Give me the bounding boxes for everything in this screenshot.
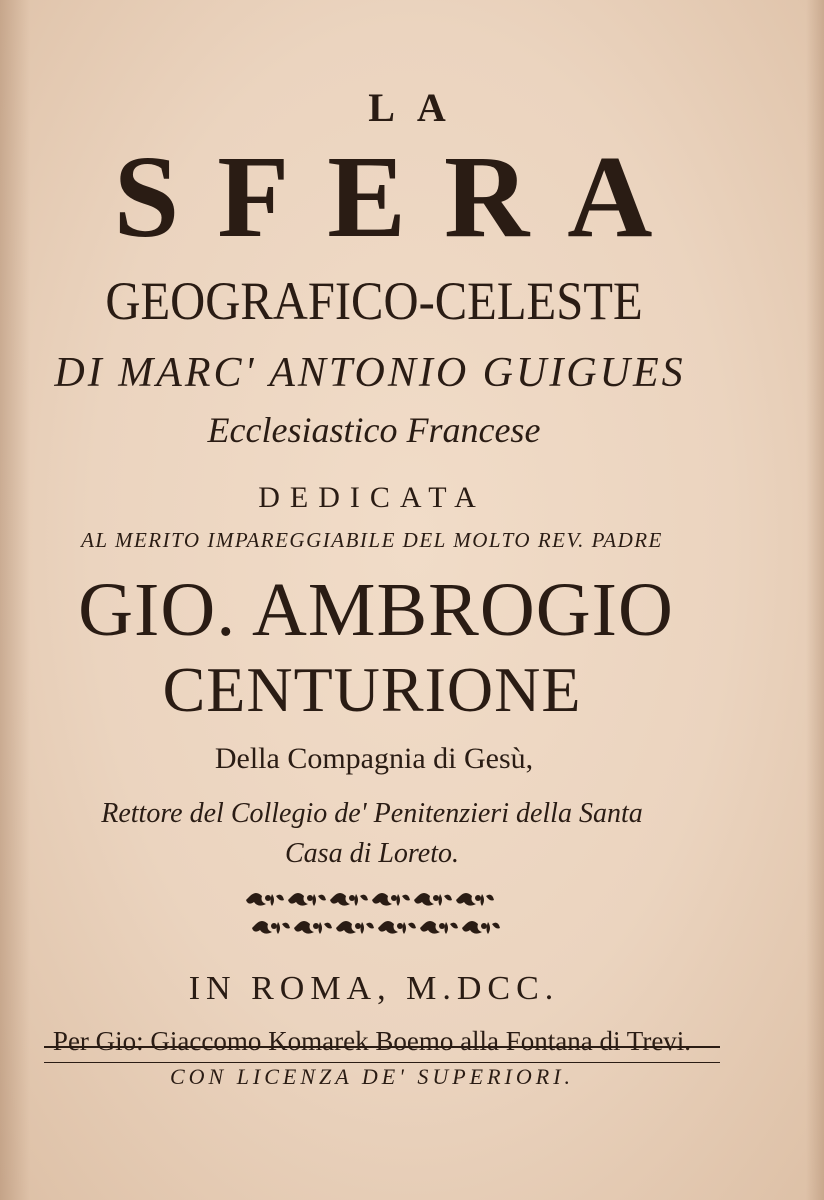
dedicatee-office-line-2: Casa di Loreto. xyxy=(285,838,459,869)
dedicatee-surname: CENTURIONE xyxy=(162,654,582,725)
main-title: SFERA xyxy=(113,131,691,262)
dedication-line: AL MERITO IMPAREGGIABILE DEL MOLTO REV. PADRE xyxy=(81,528,663,552)
imprint-rule-bottom xyxy=(44,1062,720,1063)
imprint-printer: Per Gio: Giaccomo Komarek Boemo alla Fontana di Trevi. xyxy=(52,1026,692,1056)
title-article: LA xyxy=(368,85,468,130)
dedicatee-office-line-1: Rettore del Collegio de' Penitenzieri della Santa xyxy=(101,798,643,829)
license-statement: CON LICENZA DE' SUPERIORI. xyxy=(169,1064,575,1089)
dedication-heading: DEDICATA xyxy=(258,481,486,514)
floral-ornament-icon xyxy=(246,890,506,950)
imprint-place-year: IN ROMA, M.DCC. xyxy=(188,970,560,1007)
subtitle: GEOGRAFICO-CELESTE xyxy=(105,271,643,331)
imprint-rule-top xyxy=(44,1046,720,1048)
dedicatee-order: Della Compagnia di Gesù, xyxy=(214,742,534,775)
author-name: DI MARC' ANTONIO GUIGUES xyxy=(54,350,686,396)
author-role: Ecclesiastico Francese xyxy=(207,410,541,450)
dedicatee-first-name: GIO. AMBROGIO xyxy=(78,568,674,652)
